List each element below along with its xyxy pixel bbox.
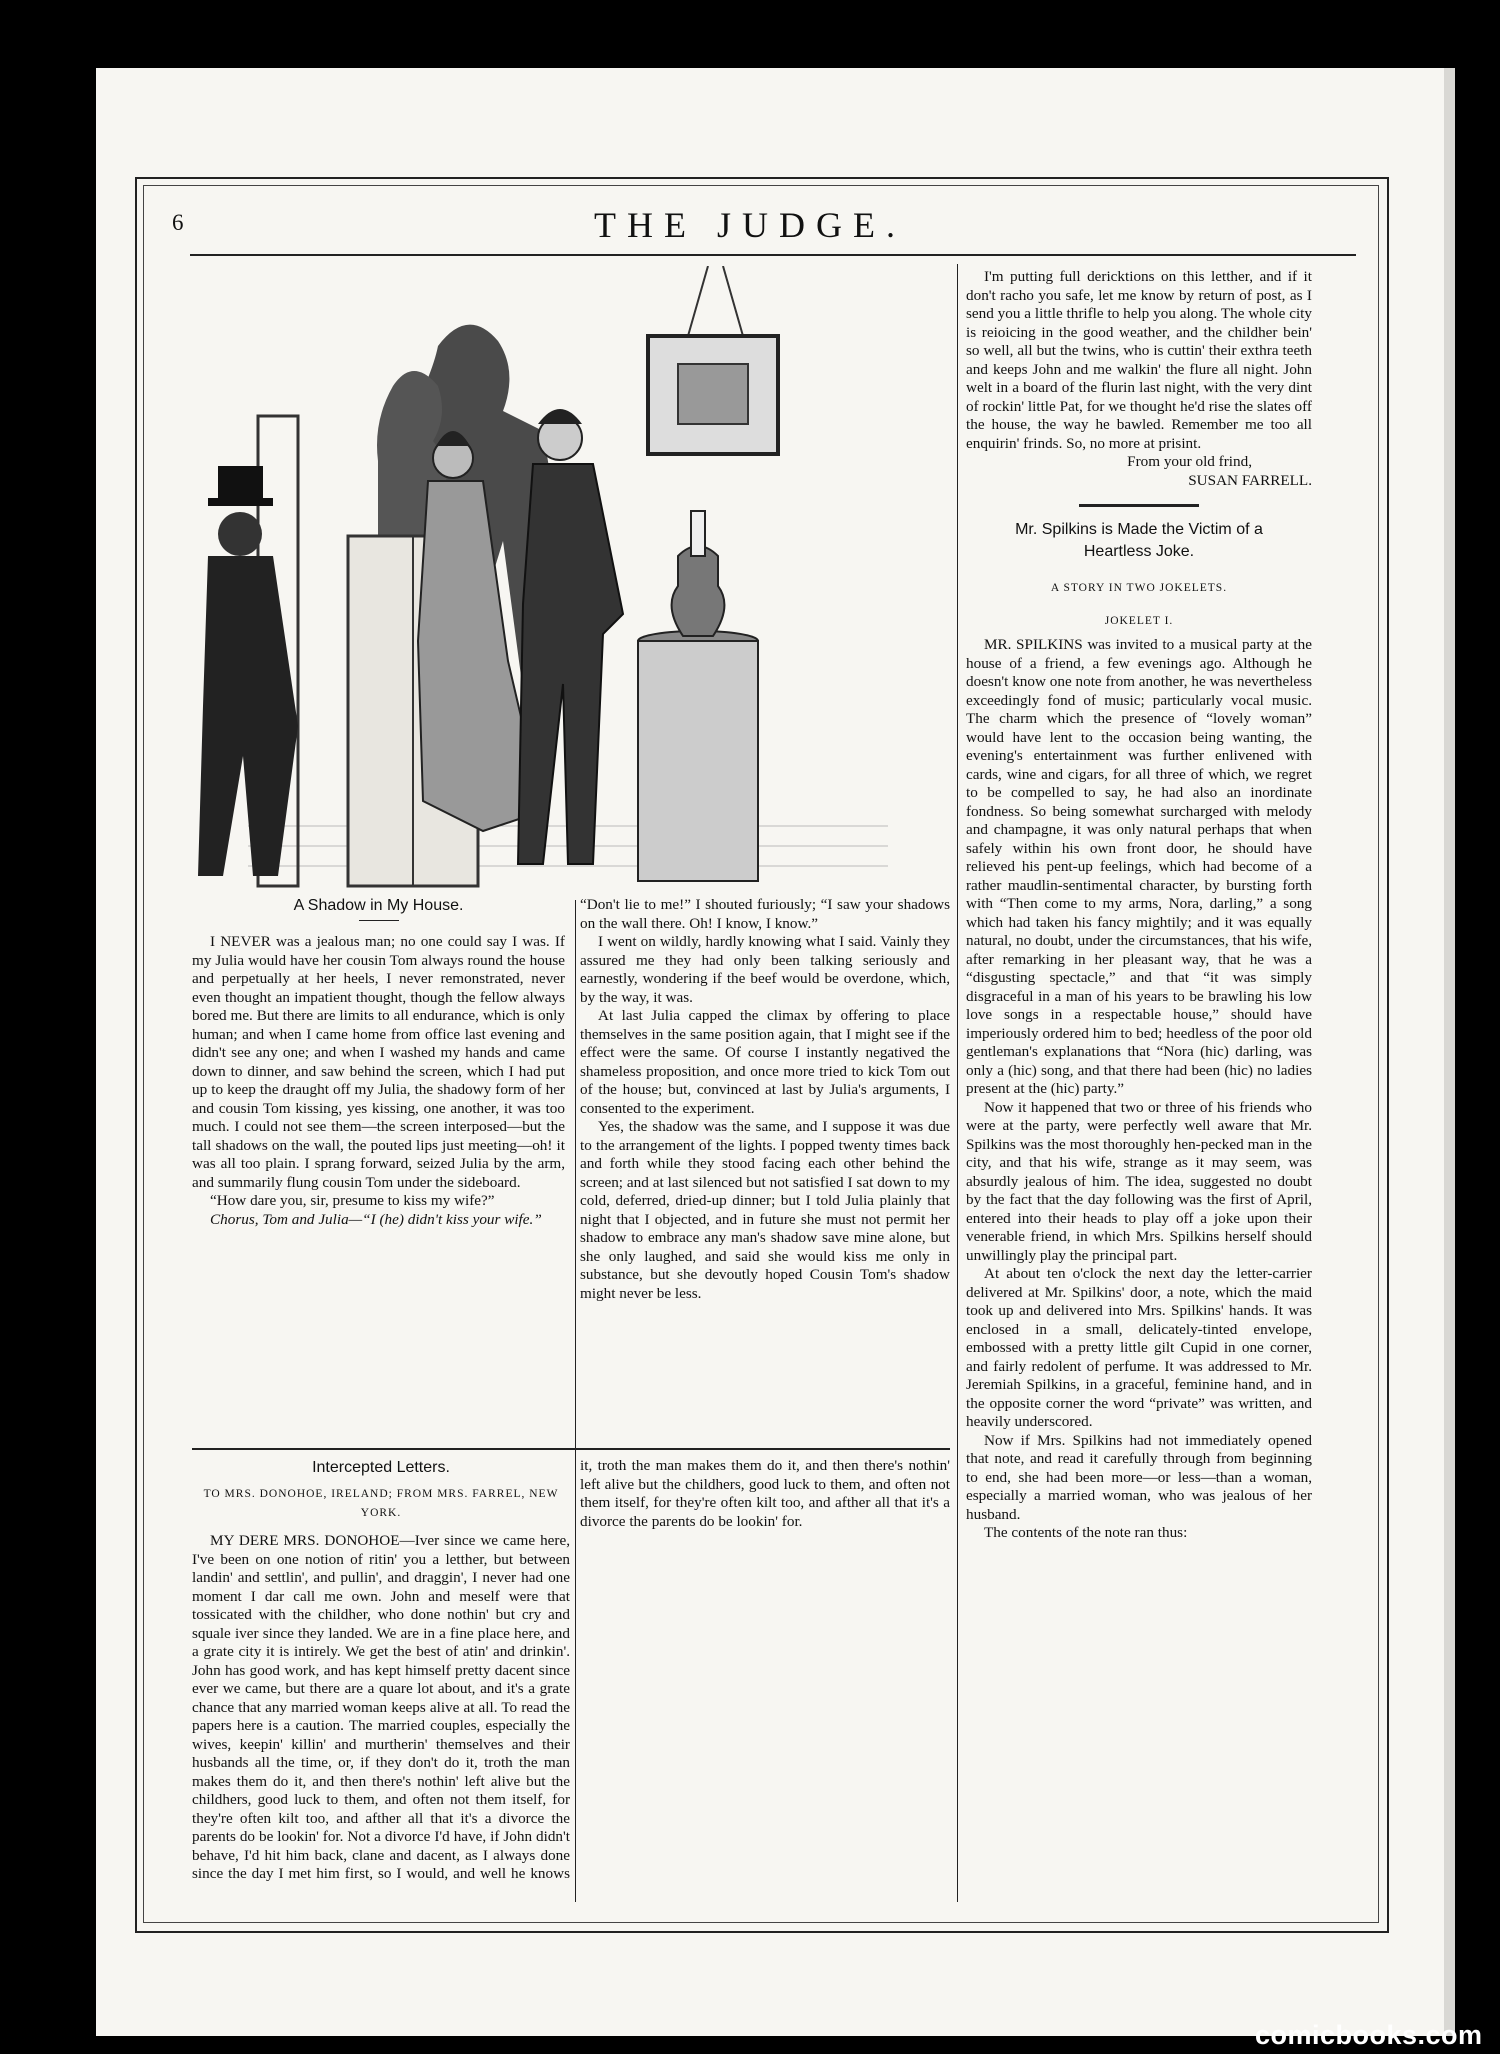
story3-paragraph: Now it happened that two or three of his friends who were at the party, were perfectly well aware that Mr. Spilkins was the most thoroughly hen-pecked man in the city, and that his wife, strange as it may seem, was absurdly jealous of him. The idea, suggested no doubt by the fact that the day following was the first of April, entered into their heads to play off a joke upon their venerable friend, in which Mrs. Spilkins herself should unwillingly play the principal part. xyxy=(966,1098,1312,1264)
story3-paragraph: The contents of the note ran thus: xyxy=(984,1524,1188,1541)
story2-signature: SUSAN FARRELL. xyxy=(1188,471,1312,489)
story1-paragraph: “How dare you, sir, presume to kiss my wife?” xyxy=(210,1192,495,1209)
column-rule-2 xyxy=(957,264,958,1902)
story2-paragraph-cont: it, troth the man makes them do it, and then there's nothin' left alive but the childhers, good luck to them, and often not them itself, for they're often kilt too, and afther all that it's a divorce the parents do be lookin' for. xyxy=(580,1457,950,1530)
column-rule-1 xyxy=(575,900,576,1902)
right-column xyxy=(966,268,1312,1543)
story1-column1 xyxy=(192,895,565,1229)
story1-paragraph: Yes, the shadow was the same, and I suppose it was due to the arrangement of the lights. I popped twenty times back and forth while they stood facing each other behind the screen; and at last silenced but not satisfied I sat down to my cold, deferred, dried-up dinner; but I told Julia plainly that night that I objected, and in future she must not permit her shadow to embrace any man's shadow save mine alone, but she only laughed, and said she would kiss me only in substance, but she devoutly hoped Cousin Tom's shadow might never be less. xyxy=(580,1118,950,1302)
story3-subtitle: A STORY IN TWO JOKELETS. xyxy=(1050,582,1228,594)
masthead-title: THE JUDGE. xyxy=(594,205,906,245)
adjacent-page-edge xyxy=(1444,68,1455,2036)
story2-continuation xyxy=(580,1457,950,1901)
section-rule xyxy=(1079,504,1199,507)
masthead-rule xyxy=(190,254,1356,256)
story3-title-line1: Mr. Spilkins is Made the Victim of a xyxy=(1015,521,1263,538)
story2-column xyxy=(192,1457,570,1901)
story1-paragraph: “Don't lie to me!” I shouted furiously; “I saw your shadows on the wall there. Oh! I know, I know.” xyxy=(580,896,950,932)
story3-title-line2: Heartless Joke. xyxy=(1083,543,1195,560)
story1-title: A Shadow in My House. xyxy=(293,897,464,914)
title-rule xyxy=(359,920,399,921)
story1-end-rule xyxy=(192,1448,950,1450)
story2-closing: From your old frind, xyxy=(1127,453,1252,470)
story3-section: JOKELET I. xyxy=(1104,614,1174,627)
story1-paragraph: I NEVER was a jealous man; no one could say I was. If my Julia would have her cousin Tom always round the house and perpetually at her heels, I never remonstrated, never even thought an impatient thought, though the fellow always bored me. But there are limits to all endurance, which is only human; and when I came home from office last evening and didn't see any one; and when I washed my hands and came down to dinner, and saw behind the screen, which I had put up to keep the draught off my Julia, the shadowy form of her and cousin Tom kissing, yes kissing, one another, it was too much. I could not see them—the screen interposed—but the tall shadows on the wall, the pouted lips just meeting—oh! it was all too plain. I sprang forward, seized Julia by the arm, and summarily flung cousin Tom under the sideboard. xyxy=(192,933,565,1191)
page-number: 6 xyxy=(172,210,184,235)
story1-paragraph: I went on wildly, hardly knowing what I said. Vainly they assured me they had only been talking seriously and earnestly, wondering if the beef would be overdone, which, by the way, it was. xyxy=(580,933,950,1006)
story2-subtitle: TO MRS. DONOHOE, IRELAND; FROM MRS. FARREL, NEW YORK. xyxy=(203,1488,559,1519)
illustration-shadow-scene xyxy=(188,266,944,888)
story1-column2 xyxy=(580,896,950,1303)
story2-paragraph: MY DERE MRS. DONOHOE—Iver since we came here, I've been on one notion of ritin' you a letther, but between landin' and settlin', and pullin', and draggin', I never had one moment I dar call me own. John and meself were that tossicated with the childher, who done nothin' but cry and squale iver since they landed. We are in a fine place here, and a grate city it is intirely. We get the best of atin' and drinkin'. John has good work, and has kept himself pretty dacent since ever we came, but there are a quare lot about, and it's a grate chance that any married woman keeps alive at all. To read the papers here is a caution. The married couples, especially the wives, keepin' killin' and murtherin' themselves and their husbands all the time, or, if they don't do it, troth the man makes them do it, and then there's nothin' left alive but the childhers, good luck to them, and often not them itself, for they're often kilt too, and afther all that it's a divorce the parents do be lookin' for. Not a divorce I'd have, if John didn't behave, I'd hit him back, clane and dacent, as I always done since the day I met him first, so I would, and well he knows xyxy=(192,1532,570,1882)
story2-title: Intercepted Letters. xyxy=(312,1459,450,1476)
story2-paragraph: I'm putting full dericktions on this letther, and if it don't racho you safe, let me know by return of post, as I send you a little thrifle to help you along. The whole city is reioicing in the good weather, and the childher bein' so well, all but the twins, who is cuttin' their exthra teeth and keeps John and me walkin' the flure all night. John welt in a board of the flurin last night, with the very dint of rockin' little Pat, for we thought he'd rise the slates off the house, the way he bawled. Remember me too all enquirin' frinds. So, no more at prisint. xyxy=(966,268,1312,452)
story1-paragraph: At last Julia capped the climax by offering to place themselves in the same position again, that I might see if the effect were the same. Of course I instantly negatived the shameless proposition, and once more tried to kick Tom out of the house; but, convinced at last by Julia's arguments, I consented to the experiment. xyxy=(580,1007,950,1117)
watermark-logo: comicbooks.com xyxy=(1255,2020,1483,2050)
story1-paragraph: Chorus, Tom and Julia—“I (he) didn't kiss your wife.” xyxy=(210,1210,542,1228)
story3-paragraph: At about ten o'clock the next day the letter-carrier delivered at Mr. Spilkins' door, a note, which the maid took up and delivered into Mrs. Spilkins' hands. It was enclosed in a small, delicately-tinted envelope, embossed with a pretty little gilt Cupid in one corner, and fairly redolent of perfume. It was addressed to Mr. Jeremiah Spilkins, in a graceful, feminine hand, and in the opposite corner the word “private” was written, and heavily underscored. xyxy=(966,1265,1312,1430)
story3-paragraph: MR. SPILKINS was invited to a musical party at the house of a friend, a few evenings ago. Although he doesn't know one note from another, he was nevertheless exceedingly fond of music; particularly vocal music. The charm which the presence of “lovely woman” would have lent to the occasion being wanting, the evening's entertainment was further enlivened with cards, wine and cigars, for all three of which, we regret to be compelled to say, he had also an inordinate fondness. So being somewhat surcharged with melody and champagne, it was only natural perhaps that when safely within his own front door, he should have relieved his pent-up feelings, which had become of a rather maudlin-sentimental character, by bursting forth with “Then come to my arms, Nora, darling,” a song which had taken his fancy mightily; and it was equally natural, no doubt, under the circumstances, that his wife, after remarking in her pleasant way, that he was a “disgusting spectacle,” and that “it was simply disgraceful in a man of his years to be brawling his low love songs in a respectable house,” should have imperiously ordered him to bed; heedless of the poor old gentleman's explanations that “Nora (hic) darling, was only a (hic) song, and that there had been (hic) no ladies present at the (hic) party.” xyxy=(966,636,1312,1097)
story3-paragraph: Now if Mrs. Spilkins had not immediately opened that note, and read it carefully through from beginning to end, she had been more—or less—than a woman, especially a married woman, who was jealous of her husband. xyxy=(966,1431,1312,1523)
